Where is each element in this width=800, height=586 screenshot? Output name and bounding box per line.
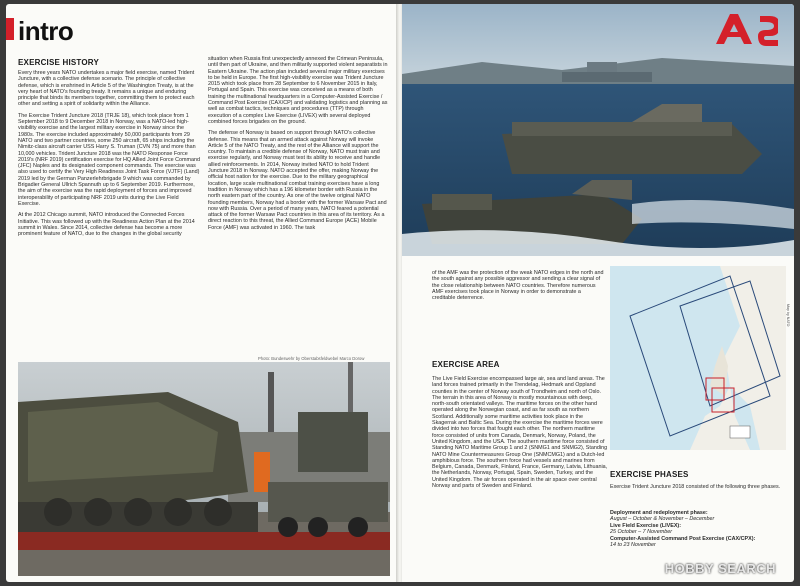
paragraph: The Exercise Trident Juncture 2018 (TRJE 18), which took place from 1 September 2018 to 9 December 2018 in Norway, was a NATO-led high-visibility exercise and the largest military exercise in Norway since the 1980s. The exercise included approximately 50,000 participants from 29 NATO and two partner countries, some 250 aircraft, 65 ships including the Nimitz-class aircraft carrier USS Harry S. Truman (CVN 75) and more than 10,000 vehicles. Trident Juncture 2018 was the NATO Response Force 2019's (NRF 2019) certification exercise for HQ Allied Joint Force Command (JFC) Naples and its designated component commands. The exercise was also used to certify the Very High Readiness Joint Task Force (VJTF) (Land) 2019 led by the German Panzerlehrbrigade 9 which was commanded by Brigadier General Ullrich Spannuth up to 6 September 2019. Furthermore, the aim of the exercise was the rapid deployment of forces and improved interoperability of participating NRF 2019 units during the Live Field Exercise. bbox=[18, 112, 200, 207]
right-page bbox=[402, 4, 794, 582]
amf-continued-column bbox=[432, 270, 604, 306]
history-column-2 bbox=[208, 56, 388, 236]
paragraph: situation when Russia first unexpectedly annexed the Crimean Peninsula, until then part of Ukraine, and then militarily supported violent separatists in Eastern Ukraine. The action plan included several major military exercises to be held in Europe. The first high-visibility exercise was Trident Juncture 2015 which took place from 28 September to 6 November 2015 in Italy, Portugal and Spain. This exercise was conceived as a means of both training the multinational headquarters in a Computer-Assisted Exercise / Command Post Exercise (CAX/CP) and validating logistics and planning as well as combat tactics, techniques and procedures (TTP) through execution of a complex Live Exercise (LIVEX) with several deployed combined forces brigades on the ground. bbox=[208, 56, 388, 125]
phases-list bbox=[610, 510, 786, 548]
paragraph: Every three years NATO undertakes a major field exercise, named Trident Juncture, with a collective defense scenario. The principle of collective defense, which is enshrined in Article 5 of the Washington Treaty, is at the very heart of NATO's founding treaty. It remains a unique and enduring principle that binds its members together, committing them to protect each other and setting a spirit of solidarity within the Alliance. bbox=[18, 70, 195, 108]
photo-credit: Photo: Bundeswehr by Oberstabsfeldwebel Marco Dorow bbox=[258, 356, 365, 361]
paragraph: of the AMF was the protection of the weak NATO edges in the north and the south against any possible aggressor and sending a clear signal of the close relationship between NATO countries. Therefore numerous AMF exercises took place in Norway in order to demonstrate a creditable deterrence. bbox=[432, 270, 604, 302]
paragraph: Exercise Trident Juncture 2018 consisted of the following three phases. bbox=[610, 484, 781, 490]
section-heading-phases: EXERCISE PHASES bbox=[610, 470, 689, 479]
history-column-1 bbox=[18, 70, 200, 242]
phase-item bbox=[610, 523, 786, 536]
tank-transport-photo bbox=[18, 362, 390, 576]
phase-dates: 25 October – 7 November bbox=[610, 529, 673, 536]
phase-label: Live Field Exercise (LIVEX): bbox=[610, 522, 682, 529]
exercise-area-map bbox=[610, 266, 786, 450]
phase-dates: 14 to 23 November bbox=[610, 542, 656, 549]
section-heading-area: EXERCISE AREA bbox=[432, 360, 500, 369]
phase-item bbox=[610, 536, 786, 549]
left-page bbox=[6, 4, 398, 582]
exercise-area-column bbox=[432, 376, 608, 494]
section-heading-history: EXERCISE HISTORY bbox=[18, 58, 99, 67]
phase-dates: August – October & November – December bbox=[610, 516, 715, 523]
phase-label: Deployment and redeployment phase: bbox=[610, 510, 708, 516]
watermark-text: HOBBY SEARCH bbox=[664, 561, 776, 576]
phase-item bbox=[610, 510, 786, 523]
title-accent-bar bbox=[6, 18, 14, 40]
paragraph: At the 2012 Chicago summit, NATO introduced the Connected Forces Initiative. This was followed up with the Readiness Action Plan at the 2014 summit in Wales. Since 2014, collective defense has become a more prominent feature of NATO, due to the changes in the global security bbox=[18, 212, 195, 238]
map-credit: Map by NATO bbox=[786, 304, 790, 327]
magazine-logo bbox=[714, 12, 778, 51]
paragraph: The defense of Norway is based on support through NATO's collective defense. This means that an armed attack against Norway will invoke Article 5 of the NATO Treaty, and the rest of the Alliance will support the country. To maintain a credible defense of Norway, NATO must train and exercise regularly, and Norway must test its ability to receive and handle allied reinforcements. In 2014, Norway invited NATO to hold Trident Juncture 2018 in Norway. NATO accepted the offer, making Norway the official host nation for the exercise. Due to the military geographical location, large scale multinational combat training exercises have a long tradition in Norway which has a 196 kilometer border with Russia in the north eastern part of the country. As one of the twelve original NATO founding members, Norway had a border with the former Warsaw Pact and now with Russia. Over a period of many years, NATO feared a potential attack of the former Warsaw Pact countries in this area of its territory. As a direct reaction to this threat, the Allied Command Europe (ACE) Mobile Force (AMF) was activated in 1960. The task bbox=[208, 130, 387, 231]
phase-label: Computer-Assisted Command Post Exercise (CAX/CPX): bbox=[610, 535, 756, 542]
phases-intro bbox=[610, 484, 786, 495]
page-title: intro bbox=[18, 16, 74, 46]
paragraph: The Live Field Exercise encompassed large air, sea and land areas. The land forces trained primarily in the Trendelag, Hedmark and Oppland counties in the center of Norway south of Trondheim and north of Oslo. The terrain in this area of Norway is mostly mountainous with deep, north-south orientated valleys. The maritime forces on the other hand operated along the Norwegian coast, and as far south as northern Scotland. Additionally some maritime activities took place in the Skagerrak and Baltic Sea. During the exercise the maritime forces were divided into two forces that fought each other. The northern maritime force consisted of units from Canada, Denmark, Norway, Poland, the United Kingdom, and the USA. The southern maritime force consisted of Standing NATO Maritime Group 1 and 2 (SNMG1 and SNMG2), Standing NATO Mine Countermeasures Group One (SNMCMG1) and a Dutch-led amphibious force. The southern force had vessels and marines from Belgium, Canada, Denmark, Finland, France, Germany, Latvia, Lithuania, the Netherlands, Norway, Portugal, Spain, Sweden, Turkey, and the United Kingdom. The air forces operated in the air space over central Norway and parts of Sweden and Finland. bbox=[432, 376, 608, 490]
